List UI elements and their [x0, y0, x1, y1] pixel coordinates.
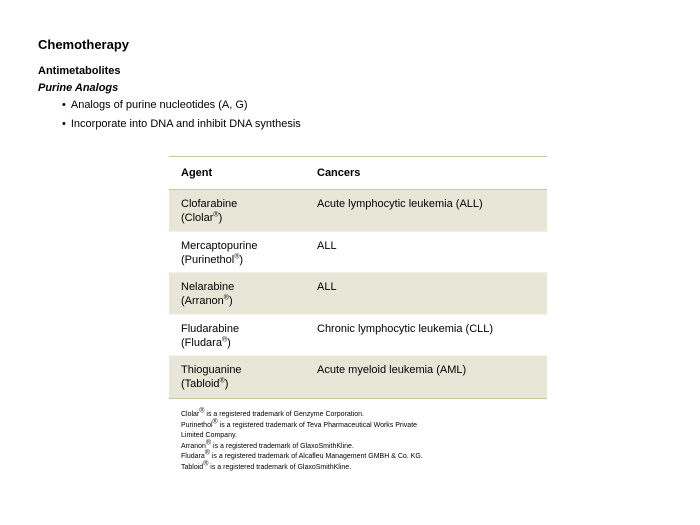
agent-name: Mercaptopurine — [181, 239, 258, 252]
registered-mark: ® — [212, 418, 218, 426]
agent-name: Thioguanine — [181, 364, 242, 377]
footnote — [181, 418, 423, 432]
footnote-text: is a registered trademark of Alcafleu Management GMBH & Co. KG. — [209, 453, 423, 460]
table-row — [169, 232, 547, 274]
agent-cell — [169, 280, 317, 314]
agent-cell — [169, 239, 317, 273]
table-header-row — [169, 157, 547, 190]
brand-name: (Purinethol — [181, 253, 235, 266]
close-paren: ) — [218, 212, 223, 224]
footnote — [181, 460, 423, 474]
registered-mark: ® — [204, 449, 210, 457]
brand-name: (Tabloid — [181, 378, 220, 391]
footnote-text: is a registered trademark of GlaxoSmithKline. — [211, 442, 354, 450]
bullet-item: • Analogs of purine nucleotides (A, G) — [62, 99, 301, 118]
trademark-footnotes — [181, 407, 423, 473]
cancer-cell: ALL — [317, 281, 337, 294]
slide-title: Chemotherapy — [38, 37, 130, 52]
footnote-brand: Clolar — [181, 411, 200, 418]
table-row — [169, 273, 547, 315]
registered-mark: ® — [234, 252, 240, 260]
table-row — [169, 190, 547, 232]
registered-mark: ® — [219, 377, 225, 385]
registered-mark: ® — [203, 460, 209, 468]
footnote-brand: Fludara — [181, 453, 205, 460]
close-paren: ) — [227, 336, 231, 349]
close-paren: ) — [228, 295, 233, 308]
agent-name: Fludarabine — [181, 322, 240, 335]
agent-cell — [169, 322, 317, 356]
registered-mark: ® — [199, 407, 205, 415]
footnote-text: is a registered trademark of GlaxoSmithKline. — [208, 463, 352, 471]
footnote-brand: Arranon — [181, 442, 206, 450]
table-row — [169, 315, 547, 357]
close-paren: ) — [239, 253, 244, 266]
agent-name: Nelarabine — [181, 281, 235, 294]
registered-mark: ® — [205, 439, 212, 447]
cancer-cell: Acute lymphocytic leukemia (ALL) — [317, 198, 483, 210]
cancer-cell: Acute myeloid leukemia (AML) — [317, 364, 467, 377]
brand-name: (Fludara — [181, 336, 222, 349]
subsection-title: Purine Analogs — [38, 82, 119, 94]
bullet-list — [62, 99, 301, 137]
agent-name: Clofarabine — [181, 198, 238, 210]
footnote — [181, 431, 423, 442]
agent-cell — [169, 197, 317, 231]
brand-name: (Arranon — [181, 295, 224, 308]
footnote — [181, 449, 423, 463]
footnote — [181, 439, 423, 453]
cancer-cell: Chronic lymphocytic leukemia (CLL) — [317, 322, 494, 335]
header-agent: Agent — [181, 167, 213, 179]
header-cancers: Cancers — [317, 167, 361, 179]
footnote-brand: Purinethol — [181, 421, 213, 429]
brand-name: (Clolar — [181, 212, 214, 224]
footnote-text: is a registered trademark of Genzyme Corporation. — [204, 411, 364, 418]
bullet-item: • Incorporate into DNA and inhibit DNA synthesis — [62, 118, 301, 137]
footnote-text: Limited Company. — [181, 432, 237, 439]
registered-mark: ® — [223, 294, 229, 302]
section-title: Antimetabolites — [38, 65, 121, 77]
registered-mark: ® — [213, 211, 219, 219]
agent-cell — [169, 363, 317, 398]
table-row — [169, 356, 547, 398]
registered-mark: ® — [221, 336, 228, 344]
agents-table — [169, 156, 547, 399]
close-paren: ) — [224, 378, 229, 391]
cancer-cell: ALL — [317, 239, 337, 252]
footnote-text: is a registered trademark of Teva Pharmaceutical Works Private — [217, 421, 418, 429]
footnote-brand: Tabloid — [181, 463, 204, 471]
